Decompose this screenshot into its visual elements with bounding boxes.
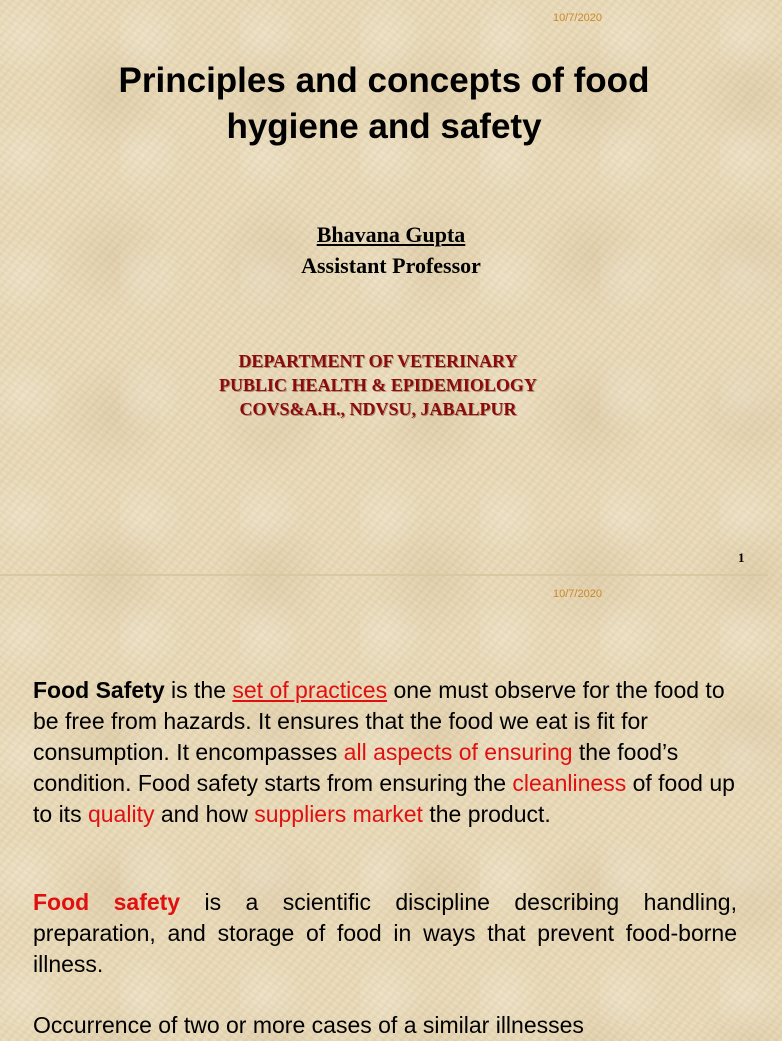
highlight-set-of-practices: set of practices [232,677,388,703]
slide-date: 10/7/2020 [553,12,602,24]
text-segment: one must observe for the food to be free from hazards. It ensures that the food we eat is fit for consumption. It encompasses [33,677,725,765]
department-line-2: PUBLIC HEALTH & EPIDEMIOLOGY [219,375,537,395]
department-line-1: DEPARTMENT OF VETERINARY [238,351,518,371]
food-safety-definition-paragraph [33,675,737,830]
text-segment: the product. [422,801,551,827]
text-segment: the food’s condition. Food safety starts from ensuring the [33,739,679,796]
text-segment: of food up to its [33,770,735,827]
highlight-quality: quality [87,801,155,827]
term-food-safety-red: Food safety [33,889,181,915]
page-number: 1 [738,550,745,565]
term-food-safety: Food Safety [33,677,165,703]
text-segment: and how [154,801,255,827]
food-safety-discipline-paragraph [33,887,737,980]
text-segment: is the [164,677,233,703]
highlight-cleanliness: cleanliness [512,770,627,796]
department-block [0,349,756,421]
author-role: Assistant Professor [301,253,481,278]
title-line-2: hygiene and safety [226,107,542,146]
slide-date: 10/7/2020 [553,588,602,600]
title-line-1: Principles and concepts of food [118,61,650,100]
author-name: Bhavana Gupta [316,222,466,247]
department-line-3: COVS&A.H., NDVSU, JABALPUR [239,399,517,419]
slide-title [30,58,738,150]
text-segment: is a scientific discipline describing handling, preparation, and storage of food in ways that prevent food-borne illness. [33,889,737,977]
slide-2 [0,576,768,1038]
highlight-all-aspects: all aspects of ensuring [343,739,573,765]
occurrence-paragraph: Occurrence of two or more cases of a similar illnesses [33,1012,584,1038]
highlight-suppliers-market: suppliers market [254,801,423,827]
